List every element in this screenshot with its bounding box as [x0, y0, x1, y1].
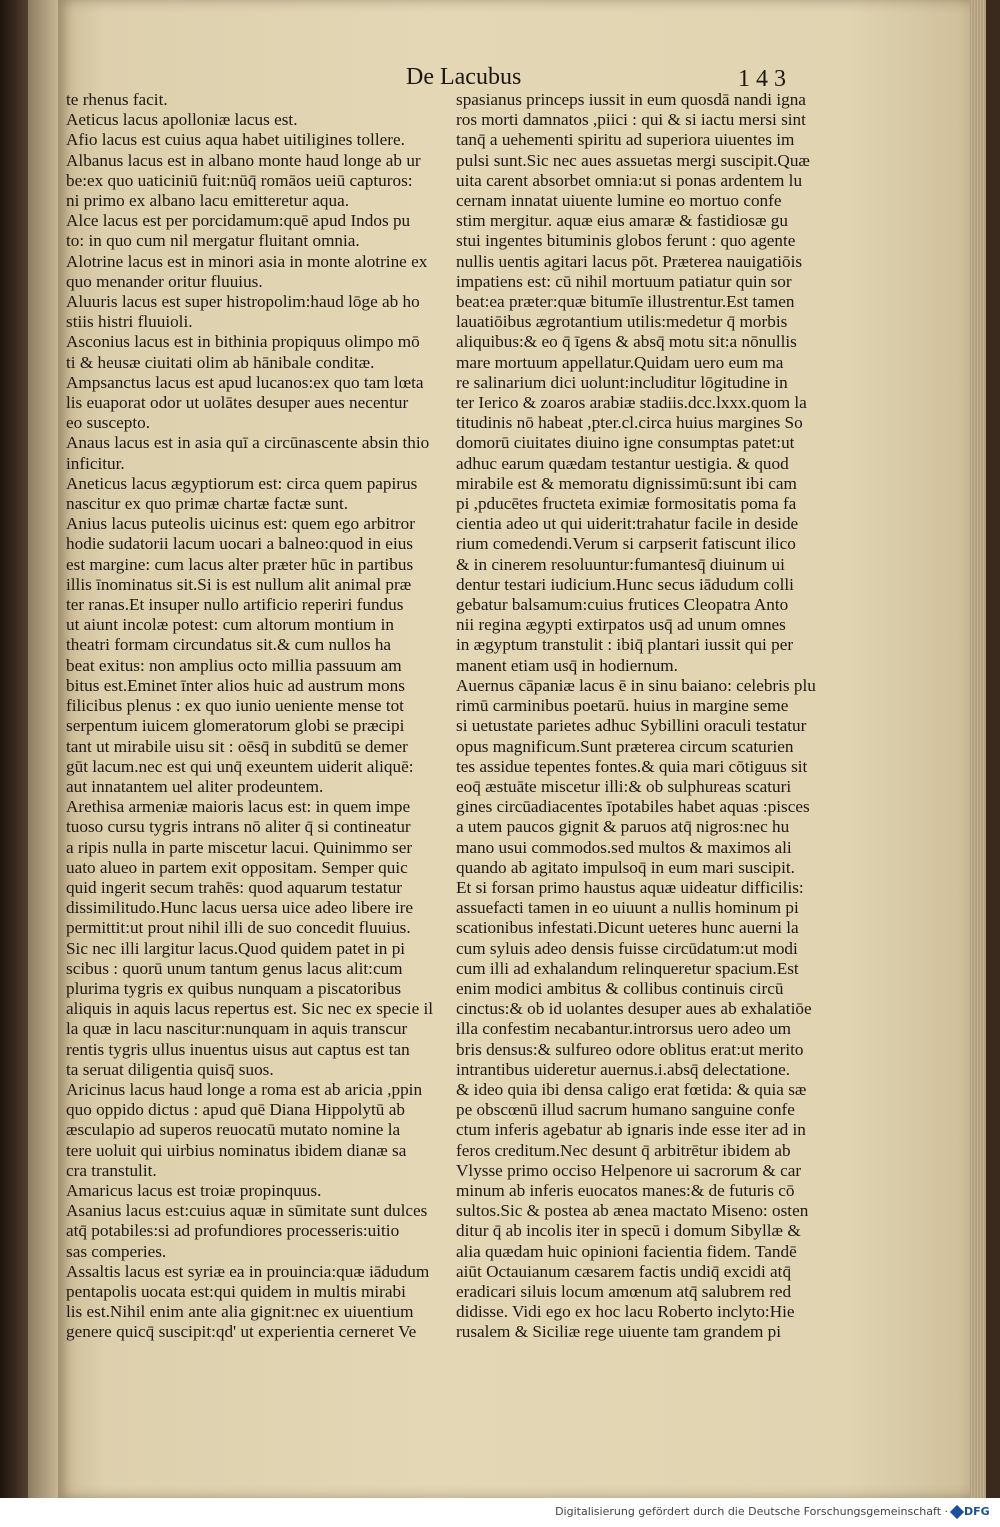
text-line: sas comperies. — [66, 1241, 167, 1261]
text-line: pulsi sunt.Sic nec aues assuetas mergi suscipit.Quæ — [456, 150, 810, 170]
text-line: ditur q̄ ab incolis iter in specū i domum Sibyllæ & — [456, 1221, 801, 1241]
text-column-right — [456, 90, 828, 1343]
text-line: Et si forsan primo haustus aquæ uideatur difficilis: — [456, 877, 804, 897]
text-column-left — [66, 90, 444, 1343]
text-line: sultos.Sic & postea ab ænea mactato Miseno: osten — [456, 1201, 809, 1221]
page-fore-edge — [970, 0, 986, 1498]
text-line: & in cinerem resoluuntur:fumantesq̄ diuinum ui — [456, 554, 785, 574]
text-line: gebatur balsamum:cuius frutices Cleopatra Anto — [456, 595, 789, 615]
text-line: intrantibus uideretur auernus.i.absq̄ delectatione. — [456, 1059, 791, 1079]
text-line: Arethisa armeniæ maioris lacus est: in quem impe — [66, 797, 411, 817]
text-line: assuefacti tamen in eo uiuunt a nullis hominum pi — [456, 898, 799, 918]
text-line: quo menander oritur fluuius. — [66, 271, 263, 291]
text-line: quid ingerit secum trahēs: quod aquarum testatur — [66, 877, 403, 897]
text-line: mano usui commodos.sed multos & maximos ali — [456, 837, 792, 857]
text-line: Aneticus lacus ægyptiorum est: circa quem papirus — [66, 473, 418, 493]
text-line: tes assidue tepentes fontes.& quia mari cōtiguus sit — [456, 756, 808, 776]
text-line: eoq̄ æstuāte miscetur illi:& ob sulphureas scaturi — [456, 776, 792, 796]
text-line: domorū ciuitates diuino igne consumptas patet:ut — [456, 433, 795, 453]
text-line: est margine: cum lacus alter præter hūc in partibus — [66, 554, 414, 574]
text-line: tere uoluit qui uirbius nominatus ibidem dianæ sa — [66, 1140, 407, 1160]
text-line: manent etiam usq̄ in hodiernum. — [456, 655, 678, 675]
text-line: ter ranas.Et insuper nullo artificio reperiri fundus — [66, 595, 404, 615]
text-line: inficitur. — [66, 453, 125, 473]
text-line: didisse. Vidi ego ex hoc lacu Roberto inclyto:Hie — [456, 1302, 795, 1322]
text-line: beat:ea præter:quæ bitumīe illustrentur.Est tamen — [456, 292, 795, 312]
text-line: illa confestim necabantur.introrsus uero adeo um — [456, 1019, 792, 1039]
text-line: scationibus infestati.Dicunt ueteres hunc auerni la — [456, 918, 799, 938]
text-line: pi ,pducētes fructeta eximiæ formositatis poma fa — [456, 494, 797, 514]
text-line: in ægyptum transtulit : ibiq̄ plantari iussit qui per — [456, 635, 794, 655]
text-line: aut innatantem uel aliter prodeuntem. — [66, 776, 324, 796]
text-line: cernam innatat uiuente lumine eo mortuo confe — [456, 191, 782, 211]
text-line: lis euaporat odor ut uolātes desuper aues necentur — [66, 393, 409, 413]
text-line: aliquis in aquis lacus repertus est. Sic nec ex specie il — [66, 999, 434, 1019]
text-line: pentapolis uocata est:qui quidem in multis mirabi — [66, 1281, 406, 1301]
text-line: cum illi ad exhalandum relinqueretur spacium.Est — [456, 958, 799, 978]
text-line: ros morti damnatos ,piici : qui & si iactu mersi sint — [456, 110, 806, 130]
text-line: & ideo quia ibi densa caligo erat fœtida: & quia sæ — [456, 1079, 807, 1099]
text-line: eradicari siluis locum amœnum atq̄ salubrem red — [456, 1281, 792, 1301]
text-line: Aeticus lacus apolloniæ lacus est. — [66, 110, 298, 130]
folio-number: 1 4 3 — [738, 66, 786, 92]
text-line: minum ab inferis euocatos manes:& de futuris cō — [456, 1180, 795, 1200]
text-line: gūt lacum.nec est qui unq̄ exeuntem uiderit aliquē: — [66, 756, 414, 776]
text-line: re salinarium dici uolunt:includitur lōgitudine in — [456, 372, 788, 392]
text-line: aiūt Octauianum cæsarem factis undiq̄ excidi atq̄ — [456, 1261, 792, 1281]
text-line: ni primo ex albano lacu emitteretur aqua. — [66, 191, 350, 211]
text-line: feros creditum.Nec desunt q̄ arbitrētur ibidem ab — [456, 1140, 791, 1160]
text-line: Sic nec illi largitur lacus.Quod quidem patet in pi — [66, 938, 406, 958]
text-line: ta seruat diligentia quisq̄ suos. — [66, 1059, 274, 1079]
text-line: Albanus lacus est in albano monte haud longe ab ur — [66, 150, 421, 170]
text-line: titudinis nō habeat ,pter.cl.circa huius margines So — [456, 413, 803, 433]
text-line: adhuc earum quædam testantur uestigia. & quod — [456, 453, 789, 473]
text-line: alia quædam huic opinioni facientia fidem. Tandē — [456, 1241, 797, 1261]
text-line: quando ab agitato impulsoq̄ in eum mari suscipit. — [456, 857, 795, 877]
text-line: impatiens est: cū nihil mortuum patiatur quin sor — [456, 271, 792, 291]
text-line: nascitur ex quo primæ chartæ factæ sunt. — [66, 494, 349, 514]
text-line: æsculapio ad superos reuocatū mutato nomine la — [66, 1120, 401, 1140]
text-line: aliquibus:& eo q̄ īgens & absq̄ motu sit:a nōnullis — [456, 332, 797, 352]
text-line: cinctus:& ob id uolantes desuper aues ab exhalatiōe — [456, 999, 812, 1019]
text-line: spasianus princeps iussit in eum quosdā nandi igna — [456, 90, 806, 109]
text-line: tuoso cursu tygris intrans nō aliter q̄ si contineatur — [66, 817, 411, 837]
text-line: a ripis nulla in parte miscetur lacui. Quinimmo ser — [66, 837, 413, 857]
text-line: Anius lacus puteolis uicinus est: quem ego arbitror — [66, 514, 415, 534]
text-line: tanq̄ a uehementi spiritu ad superiora uiuentes im — [456, 130, 795, 150]
text-line: opus magnificum.Sunt præterea circum scaturien — [456, 736, 794, 756]
text-line: rusalem & Siciliæ rege uiuente tam grandem pi — [456, 1322, 782, 1342]
text-line: mare mortuum appellatur.Quidam uero eum ma — [456, 352, 784, 372]
text-line: hodie sudatorii lacum uocari a balneo:quod in eius — [66, 534, 413, 554]
digitization-footer — [0, 1498, 1000, 1527]
text-line: ctum inferis agebatur ab ignaris inde esse iter ad in — [456, 1120, 806, 1140]
text-line: tant ut mirabile uisu sit : oēsq̄ in subditū se demer — [66, 736, 408, 756]
text-line: rium comedendi.Verum si carpserit fatiscunt ilico — [456, 534, 796, 554]
text-line: eo suscepto. — [66, 413, 151, 433]
text-line: Amaricus lacus est troiæ propinquus. — [66, 1180, 322, 1200]
text-line: be:ex quo uaticiniū fuit:nūq̄ romāos ueiū capturos: — [66, 170, 413, 190]
text-line: nullis uentis agitari lacus pōt. Præterea nauigatiōis — [456, 251, 803, 271]
text-line: illis īnominatus sit.Si is est nullum alit animal præ — [66, 574, 412, 594]
text-line: Aluuris lacus est super histropolim:haud lōge ab ho — [66, 292, 420, 312]
text-line: la quæ in lacu nascitur:nunquam in aquis transcur — [66, 1019, 408, 1039]
text-line: bitus est.Eminet īnter alios huic ad austrum mons — [66, 675, 405, 695]
text-line: gines circūadiacentes īpotabiles habet aquas :pisces — [456, 797, 810, 817]
text-line: uita carent absorbet omnia:ut si ponas ardentem lu — [456, 170, 803, 190]
text-line: atq̄ potabiles:si ad profundiores processeris:uitio — [66, 1221, 400, 1241]
text-line: scibus : quorū unum tantum genus lacus alit:cum — [66, 958, 403, 978]
text-line: ti & heusæ ciuitati olim ab hānibale conditæ. — [66, 352, 375, 372]
text-line: ut aiunt incolæ potest: cum altorum montium in — [66, 615, 394, 635]
text-line: rentis tygris ullus inuentus uisus aut captus est tan — [66, 1039, 410, 1059]
text-line: theatri formam circundatus sit.& cum nullos ha — [66, 635, 392, 655]
text-line: serpentum iuicem glomeratorum globi se præcipi — [66, 716, 405, 736]
text-line: Aricinus lacus haud longe a roma est ab aricia ,ppin — [66, 1079, 423, 1099]
text-line: genere quicq̄ suscipit:qd' ut experientia cerneret Ve — [66, 1322, 417, 1342]
text-line: lauatiōibus ægrotantium utilis:medetur q̄ morbis — [456, 312, 788, 332]
text-line: Vlysse primo occiso Helpenore ui sacrorum & car — [456, 1160, 802, 1180]
text-line: filicibus plenus : ex quo iunio ueniente mense tot — [66, 696, 404, 716]
text-line: Assaltis lacus est syriæ ea in prouincia:quæ iādudum — [66, 1261, 430, 1281]
text-line: cra transtulit. — [66, 1160, 157, 1180]
text-line: a utem paucos gignit & paruos atq̄ nigros:nec hu — [456, 817, 790, 837]
text-line: bris densus:& sulfureo odore oblitus erat:ut merito — [456, 1039, 804, 1059]
text-line: ter Ierico & zoaros arabiæ stadiis.dcc.lxxx.quom la — [456, 393, 807, 413]
text-line: uato alueo in partem exit oppositam. Semper quic — [66, 857, 408, 877]
text-line: Auernus cāpaniæ lacus ē in sinu baiano: celebris plu — [456, 675, 816, 695]
text-line: Alce lacus est per porcidamum:quē apud Indos pu — [66, 211, 411, 231]
text-line: Alotrine lacus est in minori asia in monte alotrine ex — [66, 251, 428, 271]
text-line: cum syluis adeo densis fuisse circūdatum:ut modi — [456, 938, 798, 958]
text-line: beat exitus: non amplius octo millia passuum am — [66, 655, 402, 675]
text-line: rimū carminibus poetarū. huius in margine seme — [456, 696, 789, 716]
text-line: stim mergitur. aquæ eius amaræ & fastidiosæ gu — [456, 211, 788, 231]
text-line: plurima tygris ex quibus nunquam a piscatoribus — [66, 978, 402, 998]
text-line: permittit:ut prout nihil illi de suo concedit fluuius. — [66, 918, 411, 938]
dfg-logo-text: DFG — [964, 1505, 990, 1518]
text-line: Asanius lacus est:cuius aquæ in sūmitate sunt dulces — [66, 1201, 428, 1221]
running-title: De Lacubus — [406, 64, 522, 90]
text-line: stiis histri fluuioli. — [66, 312, 193, 332]
text-line: pe obscœnū illud sacrum humano sanguine confe — [456, 1100, 795, 1120]
text-line: enim modici ambitus & collibus continuis circū — [456, 978, 784, 998]
text-line: Asconius lacus est in bithinia propiquus olimpo mō — [66, 332, 420, 352]
text-line: si uetustate parietes adhuc Sybillini oraculi testatur — [456, 716, 807, 736]
text-line: to: in quo cum nil mergatur fluitant omnia. — [66, 231, 360, 251]
text-line: stui ingentes bituminis globos ferunt : quo agente — [456, 231, 796, 251]
text-line: Anaus lacus est in asia quī a circūnascente absin thio — [66, 433, 430, 453]
text-line: Ampsanctus lacus est apud lucanos:ex quo tam lœta — [66, 372, 424, 392]
text-line: cientia adeo ut qui uiderit:trahatur facile in deside — [456, 514, 799, 534]
text-line: lis est.Nihil enim ante alia gignit:nec ex uiuentium — [66, 1302, 414, 1322]
text-line: quo oppido dictus : apud quē Diana Hippolytū ab — [66, 1100, 405, 1120]
text-line: dissimilitudo.Hunc lacus uersa uice adeo libere ire — [66, 898, 413, 918]
text-line: Afio lacus est cuius aqua habet uitiligines tollere. — [66, 130, 405, 150]
text-line: dentur testari iudicium.Hunc secus iādudum colli — [456, 574, 794, 594]
dfg-logo-icon — [952, 1504, 992, 1520]
text-line: te rhenus facit. — [66, 90, 168, 109]
footer-credit: Digitalisierung gefördert durch die Deutsche Forschungsgemeinschaft · — [555, 1505, 948, 1518]
text-line: mirabile est & memoratu dignissimū:sunt ibi cam — [456, 473, 797, 493]
text-line: nii regina ægypti extirpatos usq̄ ad unum omnes — [456, 615, 786, 635]
